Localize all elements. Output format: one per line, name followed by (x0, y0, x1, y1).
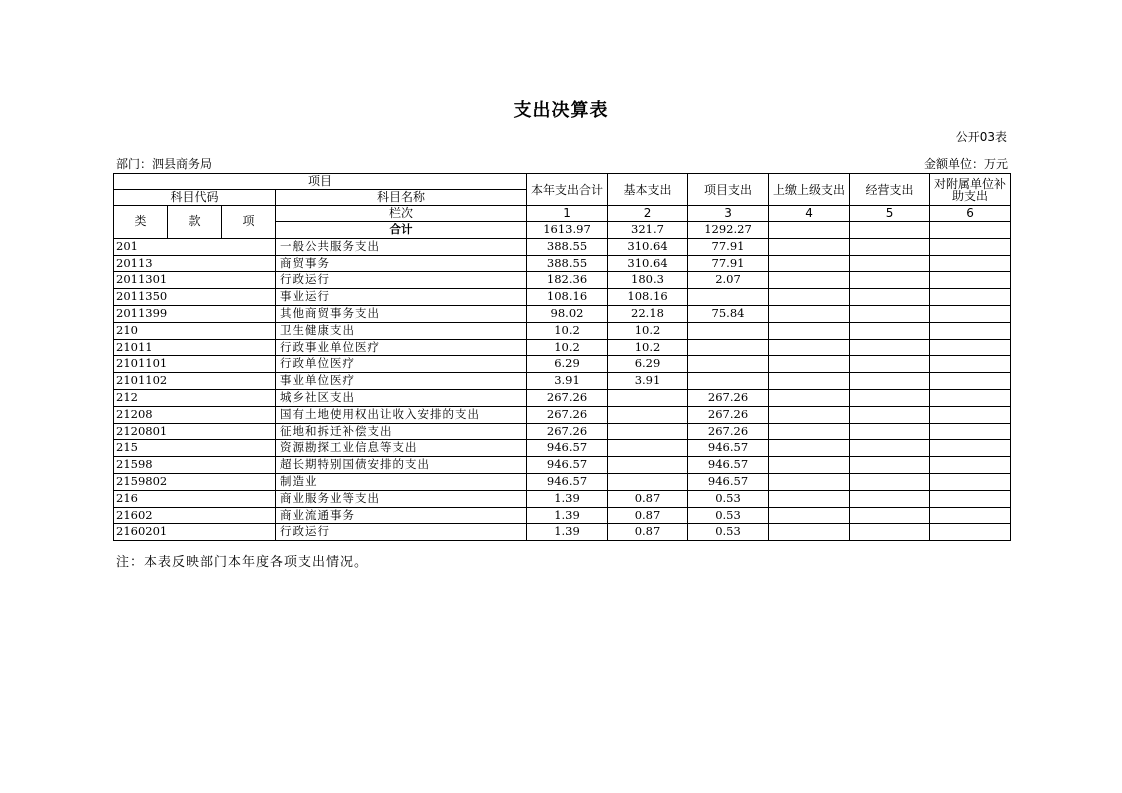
amount-cell (769, 238, 850, 255)
amount-cell (850, 272, 930, 289)
subject-code: 2160201 (114, 524, 276, 541)
subject-name: 城乡社区支出 (276, 389, 527, 406)
amount-cell: 2.07 (688, 272, 769, 289)
col-number: 2 (608, 206, 688, 222)
amount-cell (769, 423, 850, 440)
amount-cell (930, 356, 1011, 373)
subject-code: 21598 (114, 457, 276, 474)
subject-code: 210 (114, 322, 276, 339)
amount-cell (930, 524, 1011, 541)
form-code: 公开03表 (955, 130, 1007, 144)
total-value (850, 222, 930, 239)
subject-name: 行政运行 (276, 524, 527, 541)
table-row (114, 356, 1011, 373)
amount-cell (850, 457, 930, 474)
amount-cell (850, 322, 930, 339)
col-number: 1 (527, 206, 608, 222)
subject-name: 征地和拆迁补偿支出 (276, 423, 527, 440)
amount-cell: 77.91 (688, 255, 769, 272)
amount-cell: 267.26 (527, 423, 608, 440)
amount-cell: 267.26 (688, 406, 769, 423)
amount-cell (930, 339, 1011, 356)
total-value: 321.7 (608, 222, 688, 239)
amount-cell: 1.39 (527, 490, 608, 507)
subject-code: 2159802 (114, 473, 276, 490)
amount-cell (850, 255, 930, 272)
amount-cell: 3.91 (527, 373, 608, 390)
amount-cell: 182.36 (527, 272, 608, 289)
amount-cell: 6.29 (527, 356, 608, 373)
subject-name: 行政事业单位医疗 (276, 339, 527, 356)
amount-cell (850, 356, 930, 373)
table-row (114, 440, 1011, 457)
table-row (114, 289, 1011, 306)
amount-cell (930, 389, 1011, 406)
amount-cell: 946.57 (688, 440, 769, 457)
amount-cell (769, 339, 850, 356)
table-row (114, 238, 1011, 255)
subject-name: 商业服务业等支出 (276, 490, 527, 507)
amount-cell: 310.64 (608, 255, 688, 272)
amount-cell (930, 440, 1011, 457)
col-number: 3 (688, 206, 769, 222)
amount-cell: 946.57 (688, 473, 769, 490)
amount-cell (850, 423, 930, 440)
amount-cell: 946.57 (527, 457, 608, 474)
amount-cell: 267.26 (527, 406, 608, 423)
table-row (114, 339, 1011, 356)
amount-cell: 1.39 (527, 524, 608, 541)
amount-cell: 10.2 (527, 339, 608, 356)
total-value: 1613.97 (527, 222, 608, 239)
amount-cell (769, 289, 850, 306)
amount-cell (769, 440, 850, 457)
amount-cell (688, 339, 769, 356)
subject-code: 2011350 (114, 289, 276, 306)
header-col-remit: 上缴上级支出 (769, 174, 850, 206)
amount-cell: 388.55 (527, 255, 608, 272)
amount-cell: 946.57 (527, 473, 608, 490)
amount-cell (769, 490, 850, 507)
header-col-project: 项目支出 (688, 174, 769, 206)
total-value (930, 222, 1011, 239)
subject-code: 21602 (114, 507, 276, 524)
amount-cell: 6.29 (608, 356, 688, 373)
amount-cell (608, 473, 688, 490)
amount-cell: 180.3 (608, 272, 688, 289)
table-row (114, 524, 1011, 541)
amount-cell (769, 524, 850, 541)
amount-cell: 0.87 (608, 524, 688, 541)
amount-cell (930, 289, 1011, 306)
amount-cell (850, 507, 930, 524)
amount-cell (688, 356, 769, 373)
subject-code: 2120801 (114, 423, 276, 440)
subject-code: 2011399 (114, 305, 276, 322)
subject-code: 201 (114, 238, 276, 255)
subject-name: 一般公共服务支出 (276, 238, 527, 255)
amount-cell (769, 322, 850, 339)
amount-cell (930, 255, 1011, 272)
amount-cell (769, 389, 850, 406)
subject-name: 事业单位医疗 (276, 373, 527, 390)
subject-code: 21208 (114, 406, 276, 423)
amount-cell: 98.02 (527, 305, 608, 322)
amount-cell (769, 457, 850, 474)
subject-code: 2101102 (114, 373, 276, 390)
amount-cell (930, 423, 1011, 440)
department-label: 部门：泗县商务局 (116, 157, 213, 171)
amount-cell (769, 507, 850, 524)
amount-cell (608, 406, 688, 423)
table-row (114, 423, 1011, 440)
amount-cell (930, 490, 1011, 507)
amount-cell (850, 524, 930, 541)
expenditure-table (113, 173, 1010, 541)
amount-cell (930, 373, 1011, 390)
amount-cell (769, 473, 850, 490)
subject-name: 超长期特别国债安排的支出 (276, 457, 527, 474)
amount-cell (850, 289, 930, 306)
unit-label: 金额单位：万元 (923, 157, 1008, 171)
subject-code: 21011 (114, 339, 276, 356)
amount-cell: 0.53 (688, 507, 769, 524)
amount-cell (850, 440, 930, 457)
amount-cell (608, 423, 688, 440)
amount-cell (769, 272, 850, 289)
amount-cell: 10.2 (608, 339, 688, 356)
subject-name: 制造业 (276, 473, 527, 490)
subject-name: 卫生健康支出 (276, 322, 527, 339)
total-label: 合计 (276, 222, 527, 239)
table-row (114, 457, 1011, 474)
subject-name: 商业流通事务 (276, 507, 527, 524)
amount-cell (930, 457, 1011, 474)
amount-cell (930, 305, 1011, 322)
header-xiang: 项 (222, 206, 276, 239)
table-row (114, 272, 1011, 289)
amount-cell (688, 373, 769, 390)
total-value (769, 222, 850, 239)
amount-cell: 267.26 (688, 423, 769, 440)
col-number: 4 (769, 206, 850, 222)
header-col-basic: 基本支出 (608, 174, 688, 206)
subject-name: 其他商贸事务支出 (276, 305, 527, 322)
amount-cell: 946.57 (527, 440, 608, 457)
amount-cell (850, 373, 930, 390)
amount-cell: 310.64 (608, 238, 688, 255)
amount-cell: 388.55 (527, 238, 608, 255)
subject-name: 资源勘探工业信息等支出 (276, 440, 527, 457)
header-col-operating: 经营支出 (850, 174, 930, 206)
table-row (114, 473, 1011, 490)
amount-cell (769, 373, 850, 390)
table-row (114, 389, 1011, 406)
page-title: 支出决算表 (513, 100, 609, 121)
amount-cell (769, 356, 850, 373)
amount-cell (850, 490, 930, 507)
subject-name: 行政运行 (276, 272, 527, 289)
table-row (114, 507, 1011, 524)
amount-cell (930, 507, 1011, 524)
subject-code: 2011301 (114, 272, 276, 289)
amount-cell (850, 305, 930, 322)
total-value: 1292.27 (688, 222, 769, 239)
amount-cell: 10.2 (608, 322, 688, 339)
subject-code: 215 (114, 440, 276, 457)
amount-cell (688, 289, 769, 306)
amount-cell: 267.26 (527, 389, 608, 406)
table-row (114, 373, 1011, 390)
subject-code: 20113 (114, 255, 276, 272)
amount-cell: 75.84 (688, 305, 769, 322)
subject-name: 商贸事务 (276, 255, 527, 272)
table-row (114, 255, 1011, 272)
subject-name: 事业运行 (276, 289, 527, 306)
header-col-subsidy: 对附属单位补助支出 (930, 174, 1011, 206)
amount-cell: 77.91 (688, 238, 769, 255)
subject-code: 216 (114, 490, 276, 507)
amount-cell (608, 389, 688, 406)
amount-cell (769, 255, 850, 272)
amount-cell: 0.87 (608, 490, 688, 507)
table-row (114, 406, 1011, 423)
amount-cell (930, 238, 1011, 255)
table-row (114, 305, 1011, 322)
amount-cell: 267.26 (688, 389, 769, 406)
amount-cell: 946.57 (688, 457, 769, 474)
amount-cell (769, 305, 850, 322)
col-number: 5 (850, 206, 930, 222)
amount-cell: 108.16 (527, 289, 608, 306)
table-row (114, 322, 1011, 339)
amount-cell: 10.2 (527, 322, 608, 339)
amount-cell: 22.18 (608, 305, 688, 322)
amount-cell: 0.53 (688, 490, 769, 507)
header-lei: 类 (114, 206, 168, 239)
amount-cell (850, 389, 930, 406)
amount-cell (930, 473, 1011, 490)
amount-cell (850, 473, 930, 490)
amount-cell (930, 322, 1011, 339)
amount-cell: 3.91 (608, 373, 688, 390)
header-subject-code: 科目代码 (114, 190, 276, 206)
amount-cell (688, 322, 769, 339)
amount-cell (769, 406, 850, 423)
amount-cell (850, 238, 930, 255)
amount-cell: 1.39 (527, 507, 608, 524)
amount-cell (930, 272, 1011, 289)
footnote: 注：本表反映部门本年度各项支出情况。 (116, 555, 369, 570)
table-row (114, 490, 1011, 507)
amount-cell: 0.87 (608, 507, 688, 524)
subject-name: 行政单位医疗 (276, 356, 527, 373)
subject-code: 2101101 (114, 356, 276, 373)
amount-cell (850, 339, 930, 356)
header-kuan: 款 (168, 206, 222, 239)
subject-code: 212 (114, 389, 276, 406)
col-number: 6 (930, 206, 1011, 222)
amount-cell (930, 406, 1011, 423)
header-subject-name: 科目名称 (276, 190, 527, 206)
amount-cell (850, 406, 930, 423)
amount-cell: 108.16 (608, 289, 688, 306)
amount-cell: 0.53 (688, 524, 769, 541)
header-col-total: 本年支出合计 (527, 174, 608, 206)
amount-cell (608, 440, 688, 457)
header-col-row-label: 栏次 (276, 206, 527, 222)
subject-name: 国有土地使用权出让收入安排的支出 (276, 406, 527, 423)
header-project: 项目 (114, 174, 527, 190)
amount-cell (608, 457, 688, 474)
